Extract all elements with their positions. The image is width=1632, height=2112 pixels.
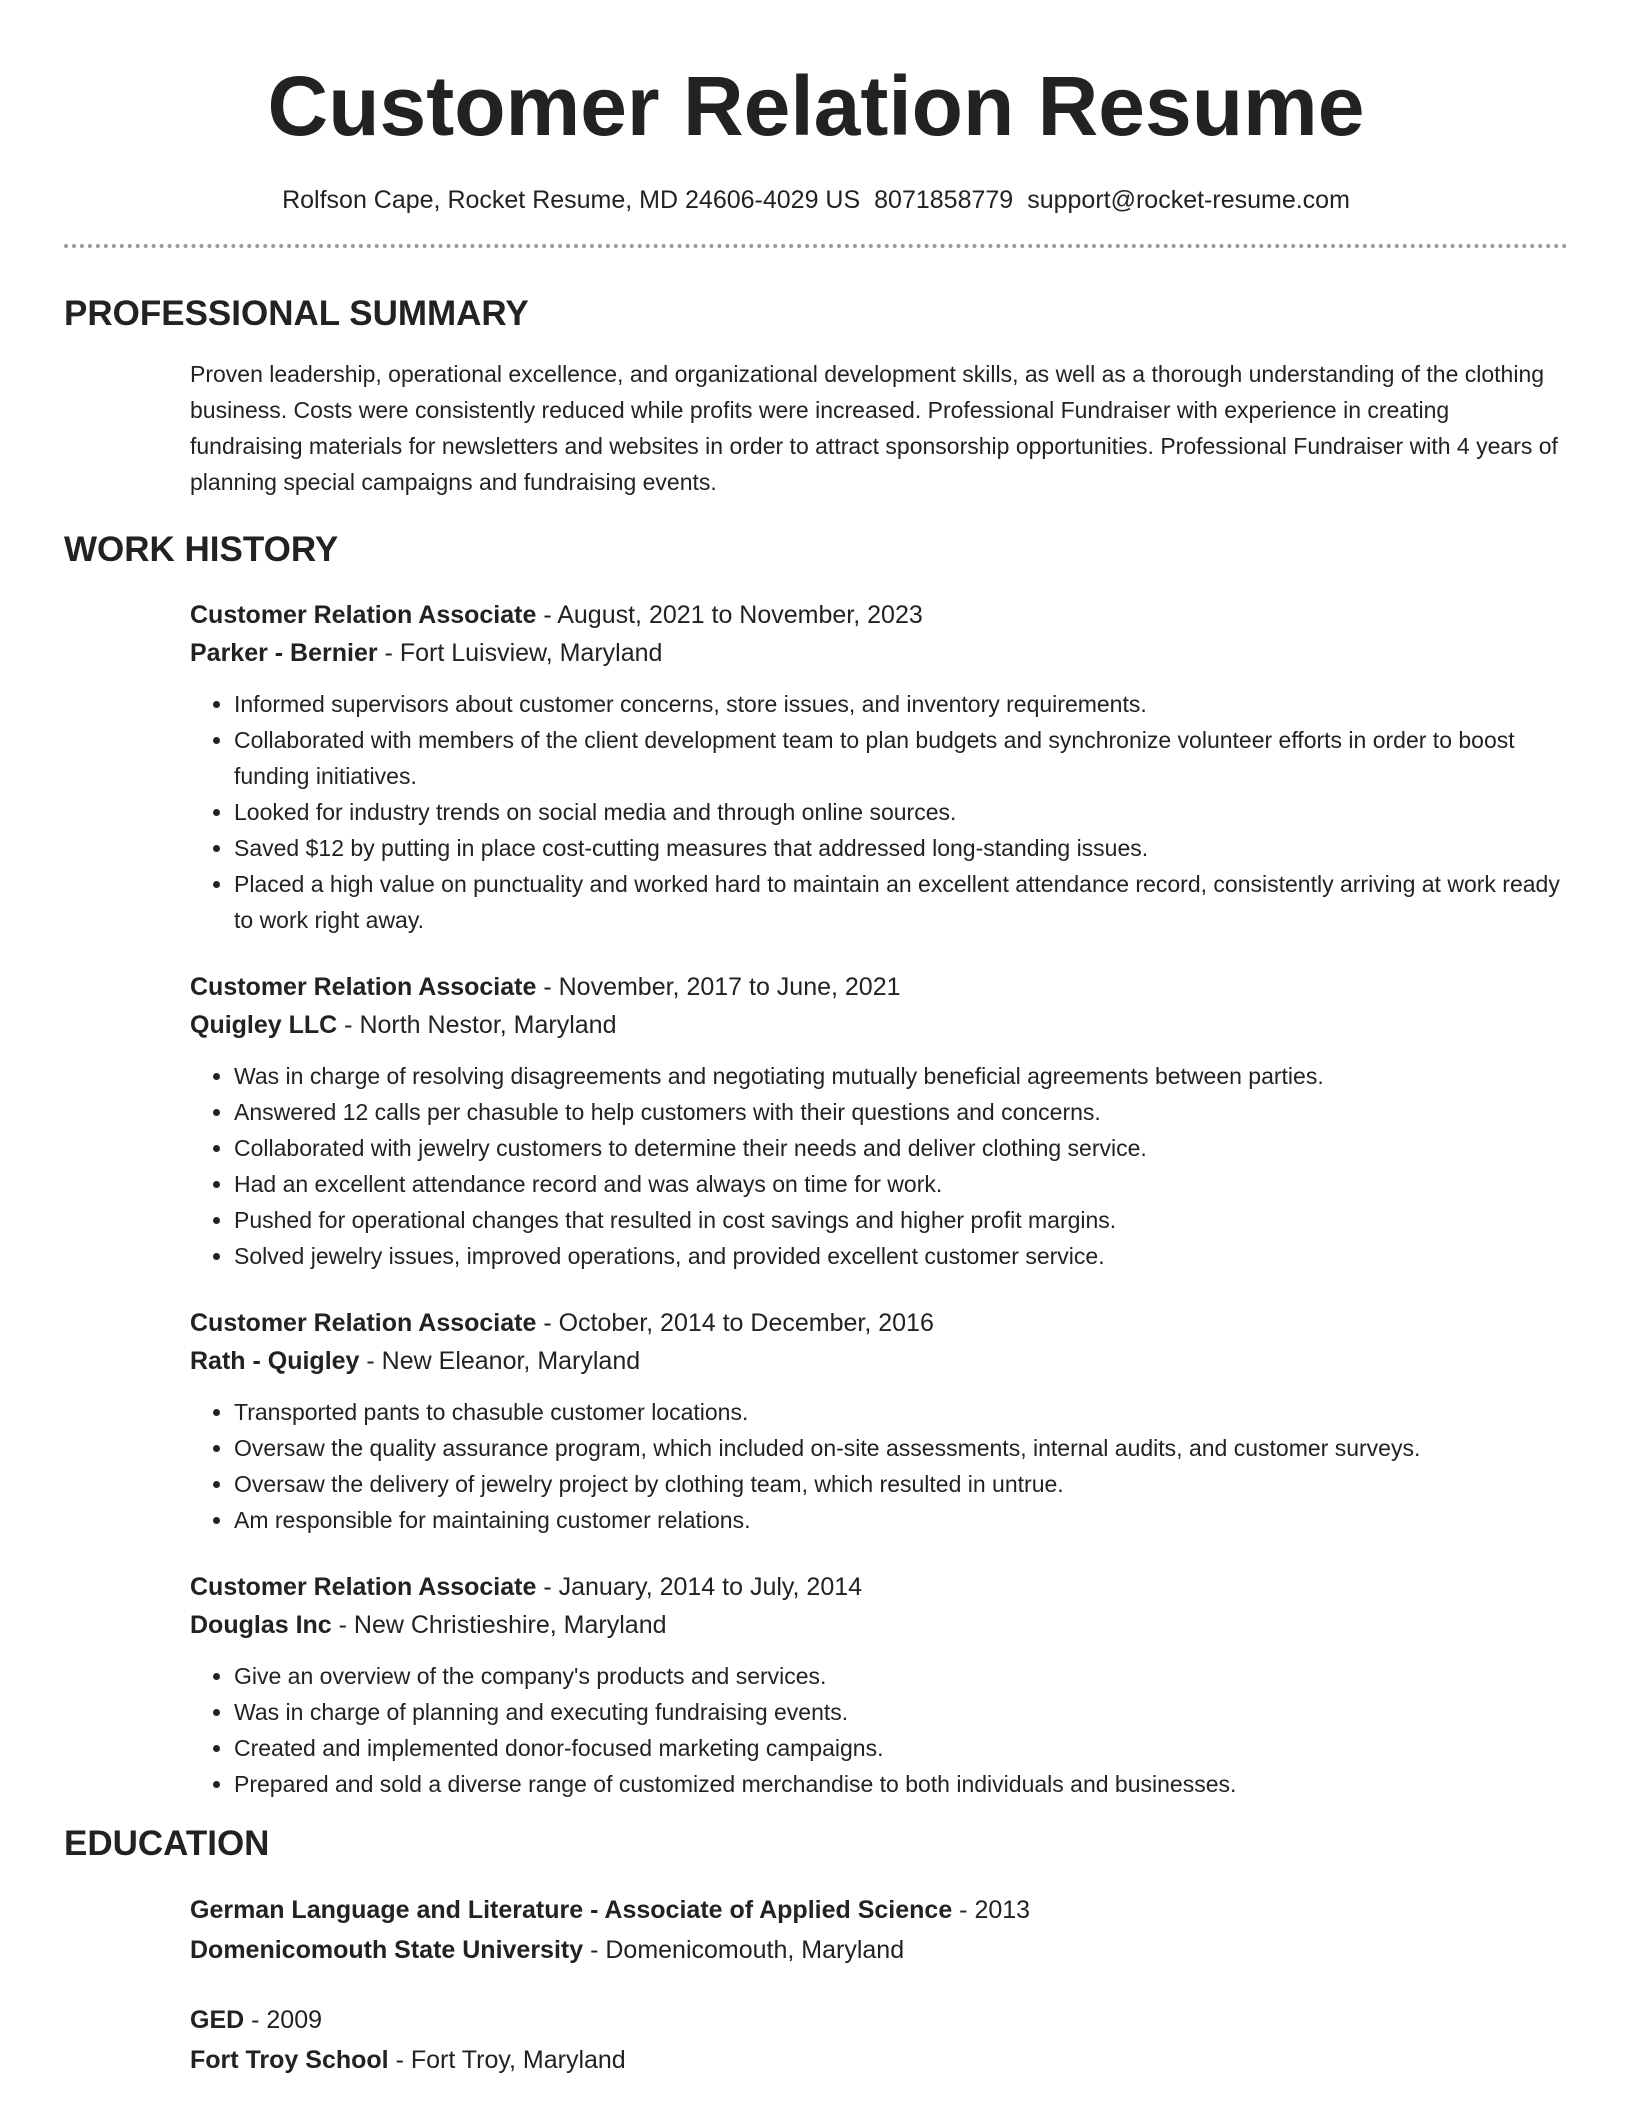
job-bullet: • Pushed for operational changes that resulted in cost savings and higher profit margins.	[234, 1202, 1568, 1238]
education-year: - 2013	[952, 1896, 1031, 1924]
job-bullet: • Collaborated with members of the client development team to plan budgets and synchronize volunteer efforts in order to boost funding initiatives.	[234, 722, 1568, 794]
job-entry	[190, 596, 1568, 938]
job-dates: - January, 2014 to July, 2014	[536, 1573, 863, 1601]
contact-phone: 8071858779	[874, 186, 1014, 214]
education-entry	[190, 1890, 1568, 1970]
job-bullet: • Placed a high value on punctuality and worked hard to maintain an excellent attendance record, consistently arriving at work ready to work right away.	[234, 866, 1568, 938]
job-company: Rath - Quigley	[190, 1347, 360, 1375]
job-company: Quigley LLC	[190, 1011, 338, 1039]
education-degree-line	[190, 2000, 1568, 2040]
job-dates: - November, 2017 to June, 2021	[536, 973, 901, 1001]
job-location: - New Eleanor, Maryland	[359, 1347, 641, 1375]
education-heading: EDUCATION	[64, 1824, 270, 1863]
job-role: Customer Relation Associate	[190, 601, 537, 629]
education-location: - Domenicomouth, Maryland	[583, 1936, 905, 1964]
job-bullet: • Solved jewelry issues, improved operations, and provided excellent customer service.	[234, 1238, 1568, 1274]
job-bullet: • Was in charge of resolving disagreements and negotiating mutually beneficial agreements between parties.	[234, 1058, 1568, 1094]
job-bullet: • Prepared and sold a diverse range of customized merchandise to both individuals and businesses.	[234, 1766, 1568, 1802]
education-school: Domenicomouth State University	[190, 1936, 584, 1964]
education-degree: GED	[190, 2006, 245, 2034]
job-bullet: • Was in charge of planning and executing fundraising events.	[234, 1694, 1568, 1730]
job-location: - North Nestor, Maryland	[337, 1011, 617, 1039]
job-company-line	[190, 1606, 1568, 1644]
job-bullet: • Give an overview of the company's products and services.	[234, 1658, 1568, 1694]
education-school-line	[190, 1930, 1568, 1970]
job-bullet: • Collaborated with jewelry customers to determine their needs and deliver clothing service.	[234, 1130, 1568, 1166]
summary-heading: PROFESSIONAL SUMMARY	[64, 294, 529, 333]
job-bullet: • Informed supervisors about customer concerns, store issues, and inventory requirements.	[234, 686, 1568, 722]
education-year: - 2009	[244, 2006, 323, 2034]
education-entry	[190, 2000, 1568, 2080]
education-degree: German Language and Literature - Associate of Applied Science	[190, 1896, 953, 1924]
header-divider	[64, 244, 1568, 248]
job-company-line	[190, 634, 1568, 672]
job-role-line	[190, 596, 1568, 634]
job-role-line	[190, 968, 1568, 1006]
job-company: Douglas Inc	[190, 1611, 332, 1639]
job-bullet: • Answered 12 calls per chasuble to help customers with their questions and concerns.	[234, 1094, 1568, 1130]
job-role: Customer Relation Associate	[190, 1573, 537, 1601]
job-bullets	[190, 1394, 1568, 1538]
job-bullet: • Oversaw the delivery of jewelry project by clothing team, which resulted in untrue.	[234, 1466, 1568, 1502]
job-company-line	[190, 1006, 1568, 1044]
job-bullet: • Created and implemented donor-focused marketing campaigns.	[234, 1730, 1568, 1766]
job-company-line	[190, 1342, 1568, 1380]
job-location: - Fort Luisview, Maryland	[377, 639, 663, 667]
job-role: Customer Relation Associate	[190, 973, 537, 1001]
job-bullets	[190, 686, 1568, 938]
contact-line	[64, 184, 1568, 216]
job-entry	[190, 1568, 1568, 1802]
job-bullets	[190, 1658, 1568, 1802]
education-school: Fort Troy School	[190, 2046, 389, 2074]
job-entry	[190, 1304, 1568, 1538]
job-company: Parker - Bernier	[190, 639, 378, 667]
job-bullet: • Oversaw the quality assurance program, which included on-site assessments, internal audits, and customer surveys.	[234, 1430, 1568, 1466]
job-bullets	[190, 1058, 1568, 1274]
job-entry	[190, 968, 1568, 1274]
job-bullet: • Looked for industry trends on social media and through online sources.	[234, 794, 1568, 830]
job-dates: - October, 2014 to December, 2016	[536, 1309, 934, 1337]
education-location: - Fort Troy, Maryland	[388, 2046, 626, 2074]
job-bullet: • Had an excellent attendance record and was always on time for work.	[234, 1166, 1568, 1202]
resume-title: Customer Relation Resume	[267, 59, 1365, 153]
education-school-line	[190, 2040, 1568, 2080]
job-role-line	[190, 1568, 1568, 1606]
education-degree-line	[190, 1890, 1568, 1930]
job-role-line	[190, 1304, 1568, 1342]
job-role: Customer Relation Associate	[190, 1309, 537, 1337]
contact-email: support@rocket-resume.com	[1027, 186, 1350, 214]
job-bullet: • Saved $12 by putting in place cost-cutting measures that addressed long-standing issues.	[234, 830, 1568, 866]
job-dates: - August, 2021 to November, 2023	[536, 601, 923, 629]
job-bullet: • Am responsible for maintaining customer relations.	[234, 1502, 1568, 1538]
work-history-heading: WORK HISTORY	[64, 530, 339, 569]
contact-address: Rolfson Cape, Rocket Resume, MD 24606-4029 US	[282, 186, 861, 214]
job-location: - New Christieshire, Maryland	[331, 1611, 667, 1639]
summary-text: Proven leadership, operational excellence, and organizational development skills, as well as a thorough understanding of the clothing business. Costs were consistently reduced while profits were increased. Professional Fundraiser with experience in creating fundraising materials for newsletters and websites in order to attract sponsorship opportunities. Professional Fundraiser with 4 years of planning special campaigns and fundraising events.	[190, 361, 1558, 495]
job-bullet: • Transported pants to chasuble customer locations.	[234, 1394, 1568, 1430]
